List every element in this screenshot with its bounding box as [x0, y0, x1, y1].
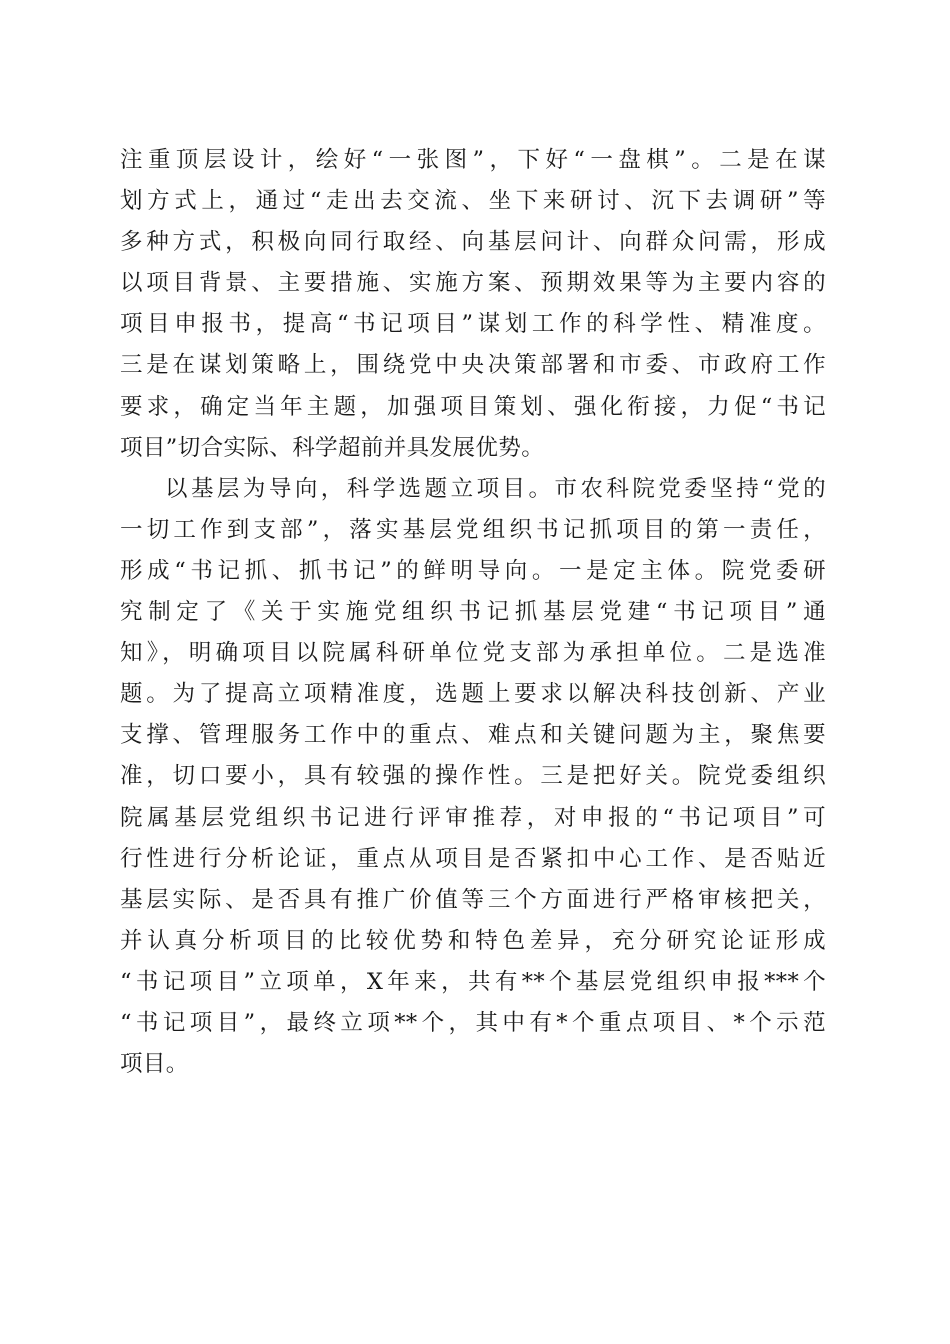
text-line-indented: 以基层为导向，科学选题立项目。市农科院党委坚持“党的	[165, 475, 826, 502]
text-line: 项目申报书，提高“书记项目”谋划工作的科学性、精准度。	[120, 311, 826, 338]
text-line: 究制定了《关于实施党组织书记抓基层党建“书记项目”通	[120, 599, 826, 626]
text-line: 三是在谋划策略上，围绕党中央决策部署和市委、市政府工作	[120, 352, 826, 379]
text-line: 划方式上，通过“走出去交流、坐下来研讨、沉下去调研”等	[120, 188, 826, 215]
text-line: 以项目背景、主要措施、实施方案、预期效果等为主要内容的	[120, 270, 826, 297]
text-line: 一切工作到支部”，落实基层党组织书记抓项目的第一责任，	[120, 516, 826, 543]
text-line: 行性进行分析论证，重点从项目是否紧扣中心工作、是否贴近	[120, 845, 826, 872]
text-line: 院属基层党组织书记进行评审推荐，对申报的“书记项目”可	[120, 804, 826, 831]
text-line: 形成“书记抓、抓书记”的鲜明导向。一是定主体。院党委研	[120, 557, 826, 584]
paragraph-1	[120, 140, 826, 469]
text-line: 项目。	[120, 1051, 189, 1078]
text-line: 基层实际、是否具有推广价值等三个方面进行严格审核把关，	[120, 886, 826, 913]
text-line: 要求，确定当年主题，加强项目策划、强化衔接，力促“书记	[120, 393, 826, 420]
text-line: 支撑、管理服务工作中的重点、难点和关键问题为主，聚焦要	[120, 722, 826, 749]
text-line: 项目”切合实际、科学超前并具发展优势。	[120, 434, 545, 461]
paragraph-2	[120, 469, 826, 1085]
text-line: 题。为了提高立项精准度，选题上要求以解决科技创新、产业	[120, 681, 826, 708]
text-line: 多种方式，积极向同行取经、向基层问计、向群众问需，形成	[120, 229, 826, 256]
text-line: 知》，明确项目以院属科研单位党支部为承担单位。二是选准	[120, 640, 826, 667]
text-line: 准，切口要小，具有较强的操作性。三是把好关。院党委组织	[120, 763, 826, 790]
text-line: 并认真分析项目的比较优势和特色差异，充分研究论证形成	[120, 927, 826, 954]
document-body	[120, 140, 826, 1085]
text-line: “书记项目”立项单，X年来，共有**个基层党组织申报***个	[120, 968, 826, 995]
text-line: 注重顶层设计，绘好“一张图”，下好“一盘棋”。二是在谋	[120, 147, 826, 173]
text-line: “书记项目”，最终立项**个，其中有*个重点项目、*个示范	[120, 1009, 826, 1036]
